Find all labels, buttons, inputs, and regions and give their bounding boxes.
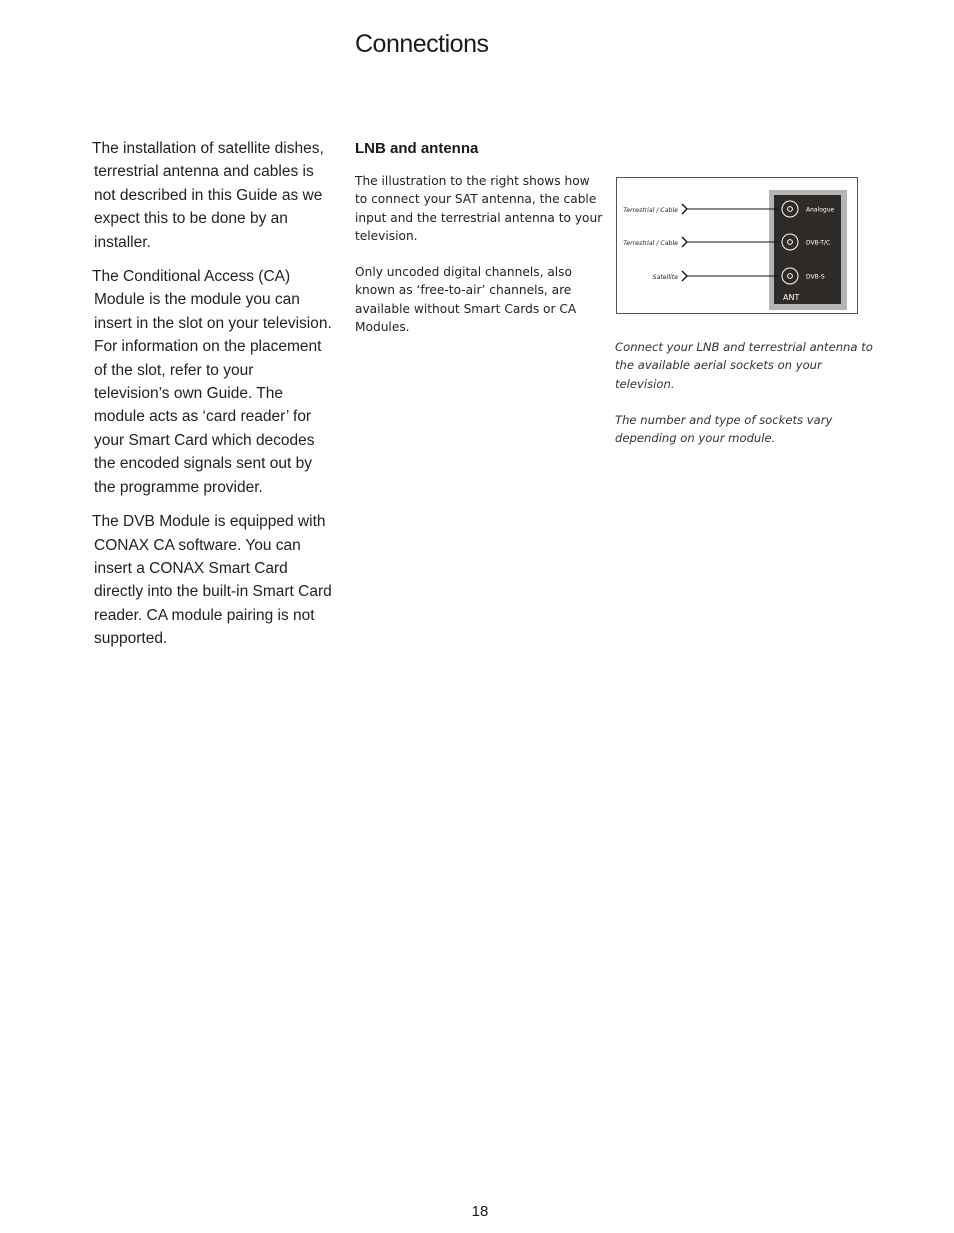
socket-label-2: DVB-T/C xyxy=(806,239,831,247)
caption-paragraph-1: Connect your LNB and terrestrial antenna to the available aerial sockets on your television. xyxy=(615,340,873,391)
connector-arrow-2 xyxy=(682,237,687,247)
intro-column xyxy=(92,137,332,662)
intro-paragraph-1: The installation of satellite dishes, terrestrial antenna and cables is not described in this Guide as we expect this to be done by an installer. xyxy=(92,140,324,251)
source-label-2: Terrestrial / Cable xyxy=(623,240,678,247)
panel-label-ant: ANT xyxy=(783,293,800,302)
figure-captions xyxy=(615,338,875,465)
source-label-3: Satellite xyxy=(652,274,678,281)
page-number: 18 xyxy=(471,1203,489,1220)
socket-label-3: DVB-S xyxy=(806,273,825,281)
connector-arrow-3 xyxy=(682,271,687,281)
connection-diagram-svg xyxy=(617,178,857,313)
section-paragraph-1: The illustration to the right shows how to connect your SAT antenna, the cable input and the terrestrial antenna to your television. xyxy=(355,174,603,243)
connection-diagram xyxy=(616,177,858,314)
connector-arrow-1 xyxy=(682,204,687,214)
section-heading: LNB and antenna xyxy=(355,140,479,157)
section-paragraph-2: Only uncoded digital channels, also known as ‘free-to-air’ channels, are available without Smart Cards or CA Modules. xyxy=(355,265,577,335)
intro-paragraph-2: The Conditional Access (CA) Module is the module you can insert in the slot on your television. For information on the placement of the slot, refer to your television’s own Guide. The module acts as ‘card reader’ for your Smart Card which decodes the encoded signals sent out by the programme provider. xyxy=(92,268,332,496)
section-body xyxy=(355,172,603,354)
page-title: Connections xyxy=(355,30,489,58)
intro-paragraph-3: The DVB Module is equipped with CONAX CA software. You can insert a CONAX Smart Card directly into the built-in Smart Card reader. CA module pairing is not supported. xyxy=(92,513,332,648)
caption-paragraph-2: The number and type of sockets vary depending on your module. xyxy=(615,412,833,446)
source-label-1: Terrestrial / Cable xyxy=(623,207,678,214)
socket-label-1: Analogue xyxy=(806,206,835,214)
